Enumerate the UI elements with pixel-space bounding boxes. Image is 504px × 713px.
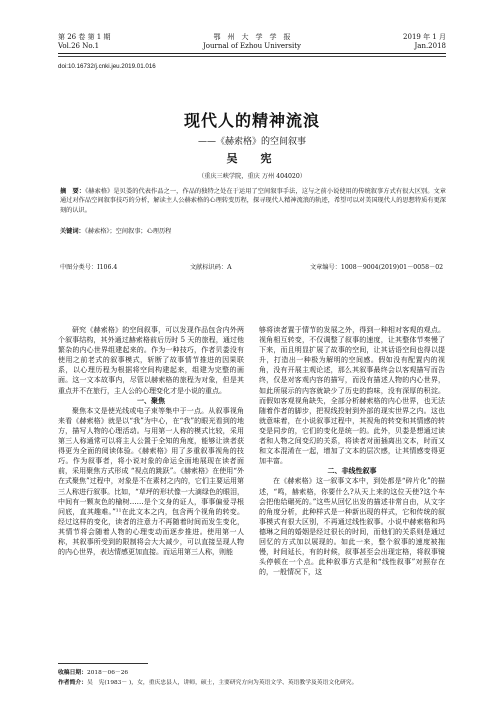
paragraph: 在《赫索格》这一叙事文本中，到处都是“碎片化”的描述，“鸣，赫索格，你要什么?从天上来的这位天使?这个车会把他给碾死的。”这些从回忆出发的描述非常自由，从文字的角度分析，此种样式是一种新出现的样式，它和传统的叙事模式有很大区别，不再通过线性叙事。小说中赫索格和玛德琳之间的婚姻是经过很长的时间，而他们的关系则是通过回忆的方式加以展现的。如此一来，整个叙事的速度被拖慢，时间延长，有的时候，叙事甚至会出现定格，将叙事镜头停顿在一个点。此种叙事方式是和“线性叙事”对照存在的，一般情况下，这 (259, 477, 445, 577)
author-bio (58, 677, 448, 686)
received-date (58, 667, 128, 676)
body-column-left (58, 325, 244, 557)
article-number: 文章编号：1008－9004(2019)01－0058－02 (310, 264, 444, 271)
received-label: 收稿日期： (58, 670, 87, 676)
clc-number: 中图分类号：I106.4 (60, 264, 118, 271)
keywords-label: 关键词： (60, 228, 85, 235)
date-en: Jan.2018 (414, 42, 446, 50)
keywords (60, 226, 171, 235)
paragraph: 聚焦本文是使光线或电子束等集中于一点。从叙事视角来看《赫索格》就是以“我”为中心，在“我”的眼光看到的地方，描写人物的心理活动。与用第一人称的模式比较，采用第三人称通常可以将主人公置于全知的角度，能够让读者获得更为全面的阅读体验。《赫索格》用了多重叙事视角的技巧。作为叙事者，将小说对象的命运全面地展现在读者面前，采用聚焦方式形成 “视点的跳跃”。《赫索格》在使用“外在式聚焦”过程中，对象是不在素材之内的，它们主要运用第三人称进行叙事。比如，“草坪的形状像一大滴绿色的眼泪，中间有一颗灰色的榆树……是个文身的证人，事事偏爱寻根问底，直其趣难。”¹¹在此文本之内，包含两个视角的转变。经过这样的变化，读者的注意力不再随着时间而发生变化，其情节将会随着人物的心理变动而逐步推进。使用第一人称，其叙事所受到的限制将会大大减少，可以直接呈现人物的内心世界，表达情感更加直接。而运用第三人称，则能 (58, 406, 244, 557)
abstract-label: 摘 要： (60, 188, 86, 195)
paragraph: 够将读者置于情节的发展之外，得到一种相对客观的观点。视角相互转变，不仅调整了叙事的速度，让其整体节奏慢了下来，而且明显扩展了故事的空间，让其话语空间也得以提升，打造出一种极为解明的空间感。假如没有配置内的视角，没有开展主观论述，那么其叙事最终会以客观描写而告终，仅是对客观内容的描写，而没有描述人物的内心世界，如此所展示的内容就缺少了历史的韵味，没有深厚的积淀。而假如客观视角缺失，全部分析赫索格的内心世界，也无法随着作者的脚步，把视线投射到外部的现实世界之内。这也就意味着，在小说叙事过程中，其视角的转变和其情感的转变是同步的，它们的变化是统一的。此外，贝娄是想通过读者和人物之间变幻的关系，将读者对面插离出文本，时而又和文本混淆在一起，增加了文本的层次感，让其情感变得更加丰富。 (259, 326, 445, 466)
author-bio-label: 作者简介： (58, 680, 87, 686)
section-heading-focus: 一、聚焦 (137, 395, 165, 405)
body-column-right (259, 325, 445, 577)
abstract-text: 《赫索格》是贝娄的代表作品之一，作品的独特之处在于运用了空间叙事手法，这与之前小说使用的传统叙事方式有很大区别。文章通过对作品空间叙事技巧的分析，解读主人公赫索格的心理转变历程，探寻现代人精神流浪的轨迹，希望可以对美国现代人的思想特质有更深刻的认识。 (60, 188, 446, 214)
affiliation: （重庆三峡学院，重庆 万州 404020） (198, 173, 306, 180)
journal-name-cn: 鄂 州 大 学 学 报 (213, 33, 291, 41)
author-bio-text: 吴 宪(1983－ )，女，重庆忠县人，讲师，硕士，主要研究方向为英语文学、英语教学及英语文化研究。 (87, 680, 358, 686)
date-cn: 2019 年 1 月 (403, 33, 446, 41)
header-rule-thin (58, 56, 446, 57)
author-name: 吴 宪 (226, 152, 278, 165)
received-value: 2018－06－26 (87, 670, 129, 676)
doi[interactable]: doi:10.16732/j.cnki.jeu.2019.01.016 (58, 63, 156, 70)
section-heading-nonlinear: 二、非线性叙事 (327, 466, 377, 476)
abstract (60, 187, 446, 215)
journal-name-en: Journal of Ezhou University (203, 42, 301, 50)
document-code: 文献标识码：A (190, 264, 232, 271)
keywords-text: 《赫索格》；空间叙事；心理历程 (84, 228, 172, 235)
journal-name (58, 33, 446, 51)
header-rule-thick (58, 53, 446, 54)
issue-cn: 第 26 卷 第 1 期 (58, 33, 111, 41)
paper-subtitle: ——《赫索格》的空间叙事 (197, 137, 306, 147)
paper-title: 现代人的精神流浪 (183, 111, 320, 130)
footnote-rule (58, 663, 148, 664)
issue-date (403, 33, 446, 51)
paragraph: 研究《赫索格》的空间叙事，可以发现作品包含内外两个叙事结构，其外通过赫索格前后历时 5 天的旅程，通过他繁杂的内心世界组建起来的。作为一种技巧，作者贝娄没有使用之前老式的叙事模式，斩断了故事情节推进的因果联系，以心理历程为根据将空间构建起来，组建为完整的画面。这一文本故事内，尽管以赫索格的旅程为对象，但是其重点并不在旅行，主人公的心理变化才是小说的重点。 (58, 326, 244, 395)
issue-en: Vol.26 No.1 (58, 42, 100, 50)
